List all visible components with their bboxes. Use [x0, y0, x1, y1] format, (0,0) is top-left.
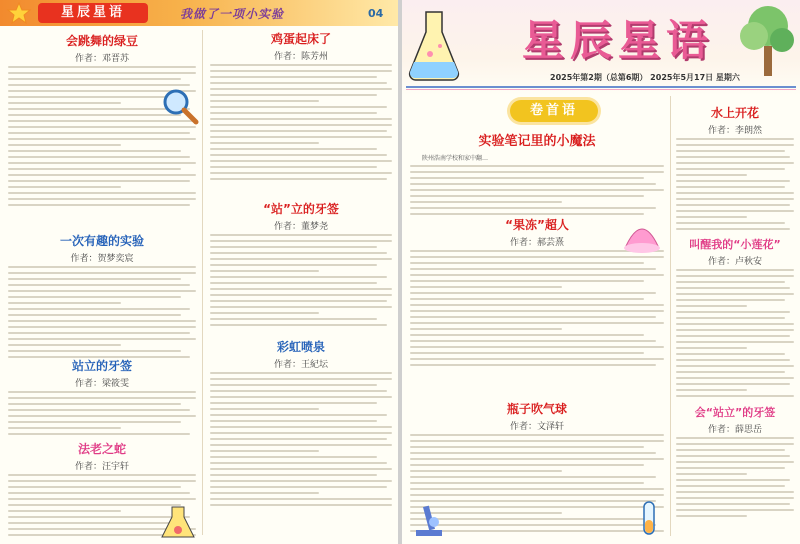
- right-page: [402, 0, 800, 544]
- article-author: 作者：郝芸熹: [509, 238, 564, 248]
- article-rainbow-fountain: [210, 338, 392, 510]
- article-bottle-balloon: [410, 400, 664, 536]
- article-body: [676, 269, 794, 397]
- column-divider: [202, 30, 203, 535]
- tree-illustration: [732, 2, 798, 82]
- star-icon: [6, 2, 32, 24]
- flask-illustration: [404, 6, 464, 86]
- article-author: 作者：贺梦奕宸: [70, 254, 134, 264]
- article-body: [210, 234, 392, 326]
- article-title: 站立的牙签: [71, 359, 132, 373]
- article-body: [8, 266, 196, 358]
- lead-article: [410, 130, 664, 219]
- article-body: [676, 437, 794, 517]
- magnifier-flask-illustration: [160, 86, 200, 126]
- article-author: 作者：陈芳州: [273, 52, 328, 62]
- article-author: 作者：汪宇轩: [74, 462, 129, 472]
- article-title: 会“站立”的牙签: [694, 406, 776, 419]
- jelly-illustration: [620, 212, 664, 256]
- article-title: 法老之蛇: [77, 442, 126, 456]
- article-toothpick-standing: [210, 200, 392, 330]
- article-standing-toothpick-2: [676, 404, 794, 521]
- article-title: 会跳舞的绿豆: [65, 34, 138, 48]
- masthead-rule-accent: [406, 89, 796, 90]
- masthead-title: 星辰星语: [522, 16, 715, 65]
- article-author: 作者：邓晋苏: [74, 54, 129, 64]
- article-body: [410, 434, 664, 532]
- issue-line: 2025年第2期（总第6期） 2025年5月17日 星期六: [550, 73, 740, 82]
- article-title: “站”立的牙签: [263, 202, 339, 216]
- left-page: [0, 0, 398, 544]
- article-title: 瓶子吹气球: [506, 402, 567, 416]
- article-title: 水上开花: [710, 106, 759, 120]
- editorial-badge: 卷首语: [510, 100, 598, 122]
- left-page-badge: 星辰星语: [38, 3, 148, 23]
- lab-flask-illustration: [160, 505, 196, 541]
- article-author: 作者：梁筱雯: [74, 379, 129, 389]
- article-author: 作者：薛思岳: [707, 425, 762, 435]
- article-body: [210, 372, 392, 506]
- article-body: [8, 391, 196, 435]
- masthead-rule: [406, 86, 796, 88]
- lead-body: [410, 165, 664, 215]
- article-title: 一次有趣的实验: [59, 234, 144, 248]
- microscope-illustration: [408, 500, 448, 540]
- article-title: 彩虹喷泉: [276, 340, 325, 354]
- column-divider: [670, 96, 671, 536]
- article-body: [210, 64, 392, 180]
- article-author: 作者：李朗然: [707, 126, 762, 136]
- article-egg-wake-up: [210, 30, 392, 184]
- article-author: 作者：董梦尧: [273, 222, 328, 232]
- article-title: “果冻”超人: [505, 218, 569, 232]
- article-title: 叫醒我的“小莲花”: [689, 238, 781, 251]
- lead-text: 陕州浩南学校和家中翻…: [422, 155, 489, 162]
- article-standing-toothpick: [8, 357, 196, 439]
- article-author: 作者：王紀坛: [273, 360, 328, 370]
- article-body: [410, 250, 664, 366]
- article-little-lotus: [676, 236, 794, 401]
- article-water-flower: [676, 104, 794, 234]
- article-body: [676, 138, 794, 230]
- article-title: 鸡蛋起床了: [270, 32, 331, 46]
- page-number: 04: [368, 7, 384, 20]
- lead-title: 实验笔记里的小魔法: [478, 134, 596, 149]
- article-author: 作者：文泽轩: [509, 422, 564, 432]
- test-tube-illustration: [632, 500, 666, 540]
- article-author: 作者：卢秋安: [707, 257, 762, 267]
- article-fun-experiment: [8, 232, 196, 362]
- left-page-theme: 我做了一项小实验: [180, 7, 285, 21]
